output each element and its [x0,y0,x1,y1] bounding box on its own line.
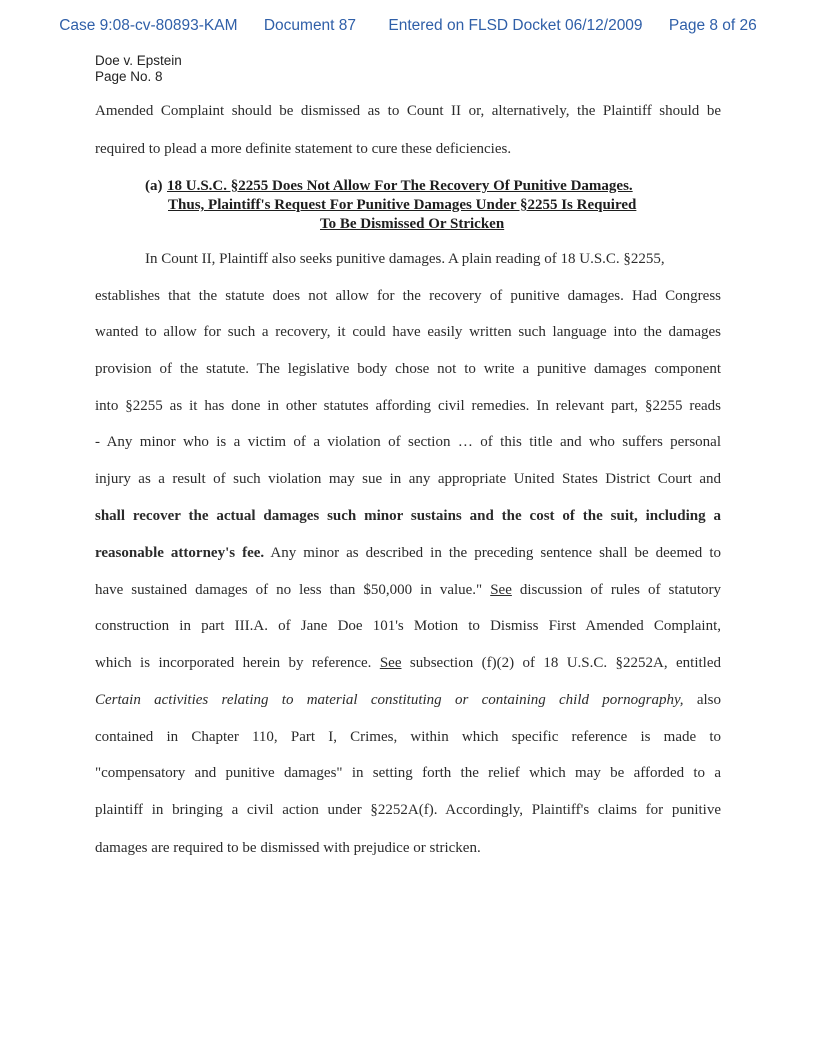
paragraph-line [95,582,721,599]
paragraph-line: injury as a result of such violation may sue in any appropriate United States District Court and [95,471,721,487]
heading-label: (a) [145,178,163,194]
bold-phrase: reasonable attorney's fee. [95,545,265,561]
heading-line: 18 U.S.C. §2255 Does Not Allow For The Recovery Of Punitive Damages. [167,178,633,194]
docket-case-number: Case 9:08-cv-80893-KAM [59,17,238,34]
heading-line: Thus, Plaintiff's Request For Punitive Damages Under §2255 Is Required [168,197,637,213]
paragraph-line: - Any minor who is a victim of a violation of section … of this title and who suffers personal [95,434,721,450]
paragraph-line: plaintiff in bringing a civil action under §2252A(f). Accordingly, Plaintiff's claims for punitive [95,802,721,818]
paragraph-line [95,545,721,562]
paragraph-line: contained in Chapter 110, Part I, Crimes, within which specific reference is made to [95,729,721,745]
paragraph-line: wanted to allow for such a recovery, it could have easily written such language into the damages [95,324,721,340]
text-run: Any minor as described in the preceding sentence shall be deemed to [264,545,721,561]
text-run: also [683,692,721,708]
text-run: which is incorporated herein by reference. [95,655,380,671]
caption-page-number: Page No. 8 [95,69,163,84]
docket-document-number: Document 87 [263,17,357,34]
docket-page-count: Page 8 of 26 [668,17,757,34]
text-run: subsection (f)(2) of 18 U.S.C. §2252A, entitled [401,655,722,671]
paragraph-line [95,655,721,672]
intro-line: required to plead a more definite statement to cure these deficiencies. [95,141,512,157]
paragraph-line: construction in part III.A. of Jane Doe 101's Motion to Dismiss First Amended Complaint, [95,618,721,634]
see-signal: See [490,582,512,598]
heading-line: To Be Dismissed Or Stricken [320,216,505,232]
paragraph-line: provision of the statute. The legislative body chose not to write a punitive damages component [95,361,721,377]
docket-entry-date: Entered on FLSD Docket 06/12/2009 [388,17,643,34]
see-signal: See [379,655,402,671]
paragraph-line: damages are required to be dismissed with prejudice or stricken. [95,840,481,856]
intro-line: Amended Complaint should be dismissed as to Count II or, alternatively, the Plaintiff should be [95,103,721,119]
paragraph-line: "compensatory and punitive damages" in setting forth the relief which may be afforded to a [95,765,721,781]
paragraph-line: establishes that the statute does not allow for the recovery of punitive damages. Had Congress [95,288,721,304]
paragraph-line-bold: shall recover the actual damages such minor sustains and the cost of the suit, including a [95,508,721,524]
paragraph-line [95,692,721,709]
paragraph-line: into §2255 as it has done in other statutes affording civil remedies. In relevant part, §2255 reads [95,398,721,414]
case-name: Doe v. Epstein [95,53,182,68]
text-run: discussion of rules of statutory [511,582,721,598]
statute-title: Certain activities relating to material constituting or containing child pornography, [95,692,684,708]
text-run: have sustained damages of no less than $50,000 in value." [95,582,491,598]
docket-header [0,17,816,35]
case-caption [95,53,182,85]
paragraph-line: In Count II, Plaintiff also seeks punitive damages. A plain reading of 18 U.S.C. §2255, [145,251,665,267]
